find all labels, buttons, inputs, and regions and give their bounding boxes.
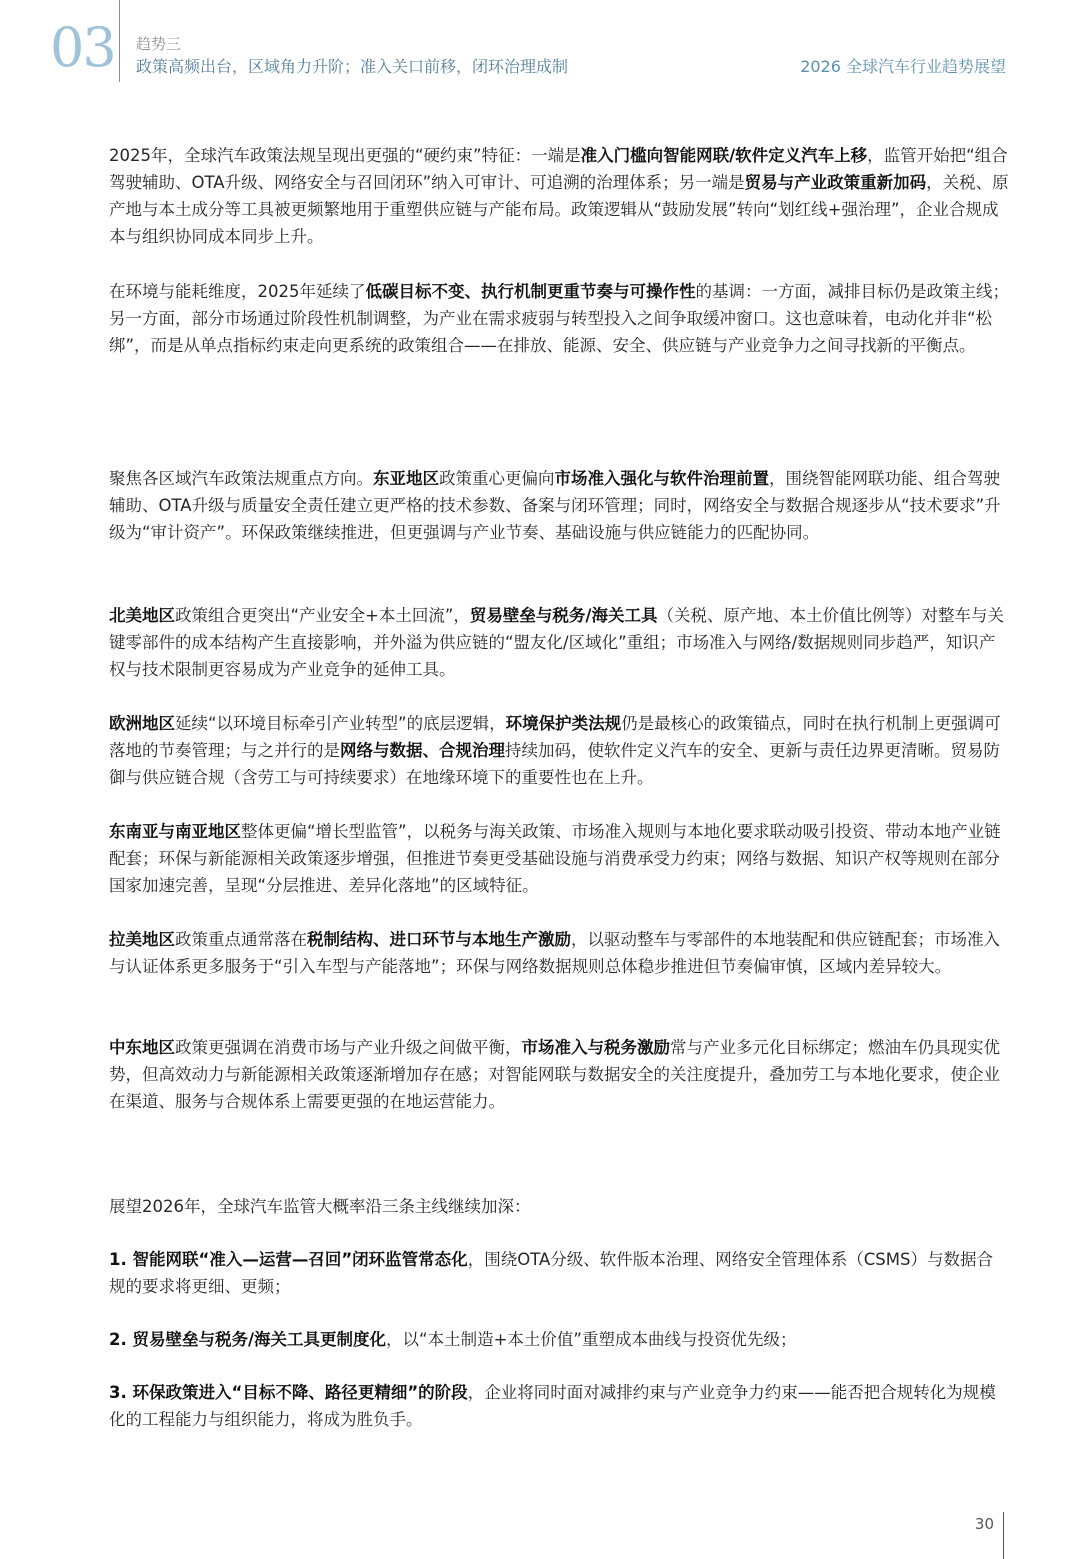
report-title: 2026 全球汽车行业趋势展望 [800,57,1006,76]
trend-label: 趋势三 [136,35,182,53]
paragraph-middle-east [109,1034,1009,1115]
body-text: 持续加码，使软件定义汽车的安全、更新与责任边界更清晰。贸易防御与供应链合规（含劳工与可持续要求）在地缘环境下的重要性也在上升。 [109,741,1000,787]
body-text: ，围绕智能网联功能、组合驾驶辅助、OTA升级与质量安全责任建立更严格的技术参数、备案与闭环管理；同时，网络安全与数据合规逐步从“技术要求”升级为“审计资产”。环保政策继续推进，但更强调与产业节奏、基础设施与供应链能力的匹配协同。 [109,469,1001,542]
body-text: 整体更偏“增长型监管”，以税务与海关政策、市场准入规则与本地化要求联动吸引投资、带动本地产业链配套；环保与新能源相关政策逐步增强，但推进节奏更受基础设施与消费承受力约束；网络与数据、知识产权等规则在部分国家加速完善，呈现“分层推进、差异化落地”的区域特征。 [109,822,1001,895]
emphasis-text: 北美地区 [109,606,175,625]
emphasis-text: 东亚地区 [373,469,439,488]
body-text: 政策重点通常落在 [175,930,307,949]
body-text: 2025年，全球汽车政策法规呈现出更强的“硬约束”特征：一端是 [109,146,581,165]
paragraph-latin-america [109,926,1009,980]
body-text: 的基调：一方面，减排目标仍是政策主线；另一方面，部分市场通过阶段性机制调整，为产业在需求疲弱与转型投入之间争取缓冲窗口。这也意味着，电动化并非“松绑”，而是从单点指标约束走向更系统的政策组合——在排放、能源、安全、供应链与产业竞争力之间寻找新的平衡点。 [109,282,1009,355]
body-text: （关税、原产地、本土价值比例等）对整车与关键零部件的成本结构产生直接影响，并外溢为供应链的“盟友化/区域化”重组；市场准入与网络/数据规则同步趋严，知识产权与技术限制更容易成为产业竞争的延伸工具。 [109,606,1004,679]
emphasis-text: 2. 贸易壁垒与税务/海关工具更制度化 [109,1330,387,1349]
body-text: ，监管开始把“组合驾驶辅助、OTA升级、网络安全与召回闭环”纳入可审计、可追溯的治理体系；另一端是 [109,146,1008,192]
emphasis-text: 市场准入强化与软件治理前置 [554,469,769,488]
emphasis-text: 市场准入与税务激励 [521,1038,670,1057]
paragraph-east-asia [109,465,1009,546]
paragraph-intro [109,142,1009,250]
paragraph-outlook [109,1193,1009,1220]
emphasis-text: 贸易壁垒与税务/海关工具 [469,606,658,625]
paragraph-europe [109,710,1009,791]
body-text: ，企业将同时面对减排约束与产业竞争力约束——能否把合规转化为规模化的工程能力与组织能力，将成为胜负手。 [109,1383,996,1429]
emphasis-text: 3. 环保政策进入“目标不降、路径更精细”的阶段 [109,1383,468,1402]
emphasis-text: 中东地区 [109,1038,175,1057]
paragraph-southeast-south-asia [109,818,1009,899]
list-item-3 [109,1379,1009,1433]
chapter-number: 03 [50,16,115,79]
list-item-2 [109,1326,1009,1353]
page-number: 30 [974,1515,994,1533]
emphasis-text: 税制结构、进口环节与本地生产激励 [307,930,571,949]
list-item-1 [109,1246,1009,1300]
body-text: ，关税、原产地与本土成分等工具被更频繁地用于重塑供应链与产能布局。政策逻辑从“鼓励发展”转向“划红线+强治理”，企业合规成本与组织协同成本同步上升。 [109,173,1009,246]
emphasis-text: 欧洲地区 [109,714,175,733]
footer-divider [1003,1512,1004,1559]
body-text: ，围绕OTA分级、软件版本治理、网络安全管理体系（CSMS）与数据合规的要求将更细、更频； [109,1250,993,1296]
page-header [0,0,1080,95]
body-text: 政策组合更突出“产业安全+本土回流”， [175,606,470,625]
emphasis-text: 低碳目标不变、执行机制更重节奏与可操作性 [365,282,696,301]
emphasis-text: 网络与数据、合规治理 [340,741,505,760]
emphasis-text: 东南亚与南亚地区 [109,822,241,841]
body-text: ，以驱动整车与零部件的本地装配和供应链配套；市场准入与认证体系更多服务于“引入车型与产能落地”；环保与网络数据规则总体稳步推进但节奏偏审慎，区域内差异较大。 [109,930,1000,976]
emphasis-text: 环境保护类法规 [505,714,622,733]
emphasis-text: 准入门槛向智能网联/软件定义汽车上移 [580,146,868,165]
emphasis-text: 1. 智能网联“准入—运营—召回”闭环监管常态化 [109,1250,468,1269]
body-text: 展望2026年，全球汽车监管大概率沿三条主线继续加深： [109,1197,531,1216]
body-text: 延续“以环境目标牵引产业转型”的底层逻辑， [175,714,506,733]
body-text: 政策重心更偏向 [439,469,555,488]
emphasis-text: 贸易与产业政策重新加码 [744,173,927,192]
trend-title: 政策高频出台，区域角力升阶；准入关口前移，闭环治理成制 [136,57,569,76]
body-text: ，以“本土制造+本土价值”重塑成本曲线与投资优先级； [386,1330,797,1349]
body-text: 仍是最核心的政策锚点，同时在执行机制上更强调可落地的节奏管理；与之并行的是 [109,714,1001,760]
body-text: 政策更强调在消费市场与产业升级之间做平衡， [175,1038,522,1057]
body-text: 在环境与能耗维度，2025年延续了 [109,282,366,301]
body-text: 聚焦各区域汽车政策法规重点方向。 [109,469,373,488]
paragraph-environment [109,278,1009,359]
body-text: 常与产业多元化目标绑定；燃油车仍具现实优势，但高效动力与新能源相关政策逐渐增加存在感；对智能网联与数据安全的关注度提升，叠加劳工与本地化要求，使企业在渠道、服务与合规体系上需要更强的在地运营能力。 [109,1038,1000,1111]
header-divider [119,0,120,82]
paragraph-north-america [109,602,1009,683]
emphasis-text: 拉美地区 [109,930,175,949]
